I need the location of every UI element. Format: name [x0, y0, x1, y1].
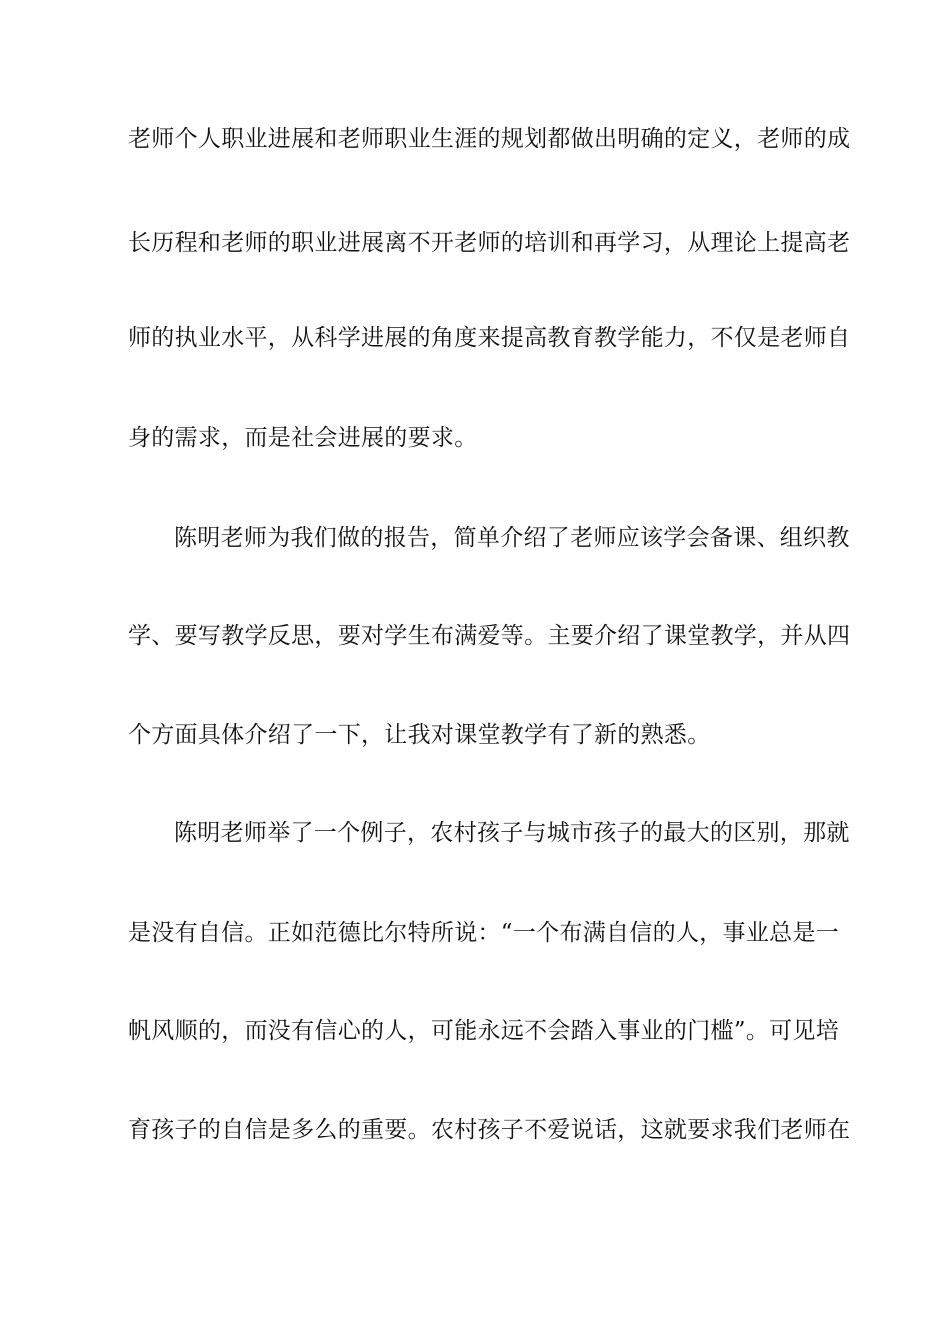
- text-line: 是没有自信。正如范德比尔特所说：“一个布满自信的人，事业总是一: [128, 920, 840, 946]
- text-line: 身的需求，而是社会进展的要求。: [128, 425, 478, 451]
- paragraph-first-line: 陈明老师举了一个例子，农村孩子与城市孩子的最大的区别，那就: [174, 820, 850, 846]
- text-line: 师的执业水平，从科学进展的角度来提高教育教学能力，不仅是老师自: [128, 325, 851, 351]
- text-line: 育孩子的自信是多么的重要。农村孩子不爱说话，这就要求我们老师在: [128, 1117, 851, 1143]
- text-line: 长历程和老师的职业进展离不开老师的培训和再学习，从理论上提高老: [128, 230, 851, 256]
- text-line: 帆风顺的，而没有信心的人，可能永远不会踏入事业的门槛”。可见培: [128, 1018, 840, 1044]
- text-line: 学、要写教学反思，要对学生布满爱等。主要介绍了课堂教学，并从四: [128, 623, 851, 649]
- text-line: 老师个人职业进展和老师职业生涯的规划都做出明确的定义，老师的成: [128, 126, 851, 152]
- text-line: 个方面具体介绍了一下，让我对课堂教学有了新的熟悉。: [128, 722, 711, 748]
- paragraph-first-line: 陈明老师为我们做的报告，简单介绍了老师应该学会备课、组织教: [174, 525, 850, 551]
